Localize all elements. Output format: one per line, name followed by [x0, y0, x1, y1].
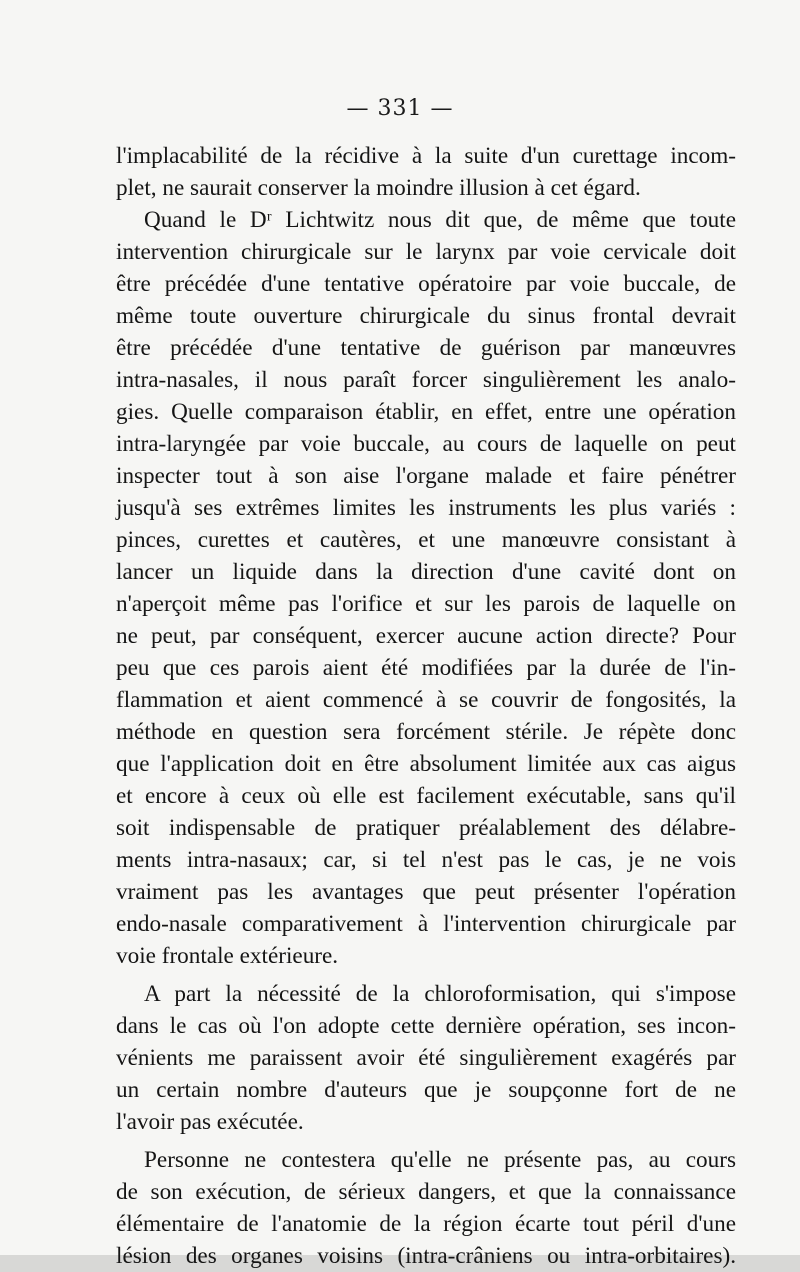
text-line: intervention chirurgicale sur le larynx par voie cervicale doit	[116, 239, 736, 265]
text-line: et encore à ceux où elle est facilement exécutable, sans qu'il	[116, 783, 736, 809]
text-line: lésion des organes voisins (intra-crâniens ou intra-orbitaires).	[116, 1243, 736, 1269]
text-line: dans le cas où l'on adopte cette dernière opération, ses incon-	[116, 1013, 736, 1039]
text-line: même toute ouverture chirurgicale du sinus frontal devrait	[116, 303, 736, 329]
text-line: que l'application doit en être absolument limitée aux cas aigus	[116, 751, 736, 777]
text-line: soit indispensable de pratiquer préalablement des délabre-	[116, 815, 736, 841]
text-line: pinces, curettes et cautères, et une manœuvre consistant à	[116, 527, 736, 553]
paragraph-1	[116, 140, 736, 204]
paragraph-4	[116, 1144, 736, 1272]
text-line: jusqu'à ses extrêmes limites les instruments les plus variés :	[116, 495, 736, 521]
text-line: de son exécution, de sérieux dangers, et que la connaissance	[116, 1179, 736, 1205]
text-line: Quand le Dʳ Lichtwitz nous dit que, de même que toute	[144, 207, 736, 233]
text-line: peu que ces parois aient été modifiées par la durée de l'in-	[116, 655, 736, 681]
text-line: l'avoir pas exécutée.	[116, 1109, 304, 1135]
paragraph-2	[116, 204, 736, 972]
text-line: A part la nécessité de la chloroformisation, qui s'impose	[144, 981, 736, 1007]
text-line: inspecter tout à son aise l'organe malade et faire pénétrer	[116, 463, 736, 489]
text-line: vénients me paraissent avoir été singulièrement exagérés par	[116, 1045, 736, 1071]
text-line: être précédée d'une tentative de guérison par manœuvres	[116, 335, 736, 361]
text-line: n'aperçoit même pas l'orifice et sur les parois de laquelle on	[116, 591, 736, 617]
text-line: vraiment pas les avantages que peut présenter l'opération	[116, 879, 736, 905]
text-line: un certain nombre d'auteurs que je soupçonne fort de ne	[116, 1077, 736, 1103]
text-line: ments intra-nasaux; car, si tel n'est pas le cas, je ne vois	[116, 847, 736, 873]
text-line: intra-laryngée par voie buccale, au cours de laquelle on peut	[116, 431, 736, 457]
text-line: gies. Quelle comparaison établir, en effet, entre une opération	[116, 399, 736, 425]
paragraph-3	[116, 978, 736, 1138]
text-line: voie frontale extérieure.	[116, 943, 339, 969]
text-line: être précédée d'une tentative opératoire par voie buccale, de	[116, 271, 736, 297]
text-line: méthode en question sera forcément stérile. Je répète donc	[116, 719, 736, 745]
text-line: l'implacabilité de la récidive à la suite d'un curettage incom-	[116, 143, 736, 169]
text-line: intra-nasales, il nous paraît forcer singulièrement les analo-	[116, 367, 736, 393]
text-line: flammation et aient commencé à se couvrir de fongosités, la	[116, 687, 736, 713]
text-line: ne peut, par conséquent, exercer aucune action directe? Pour	[116, 623, 736, 649]
page-number: — 331 —	[346, 96, 454, 121]
text-line: lancer un liquide dans la direction d'une cavité dont on	[116, 559, 736, 585]
text-line: élémentaire de l'anatomie de la région écarte tout péril d'une	[116, 1211, 736, 1237]
text-line: plet, ne saurait conserver la moindre illusion à cet égard.	[116, 175, 641, 201]
text-line: Personne ne contestera qu'elle ne présente pas, au cours	[144, 1147, 736, 1173]
body-text	[116, 140, 736, 1272]
text-line: endo-nasale comparativement à l'intervention chirurgicale par	[116, 911, 736, 937]
